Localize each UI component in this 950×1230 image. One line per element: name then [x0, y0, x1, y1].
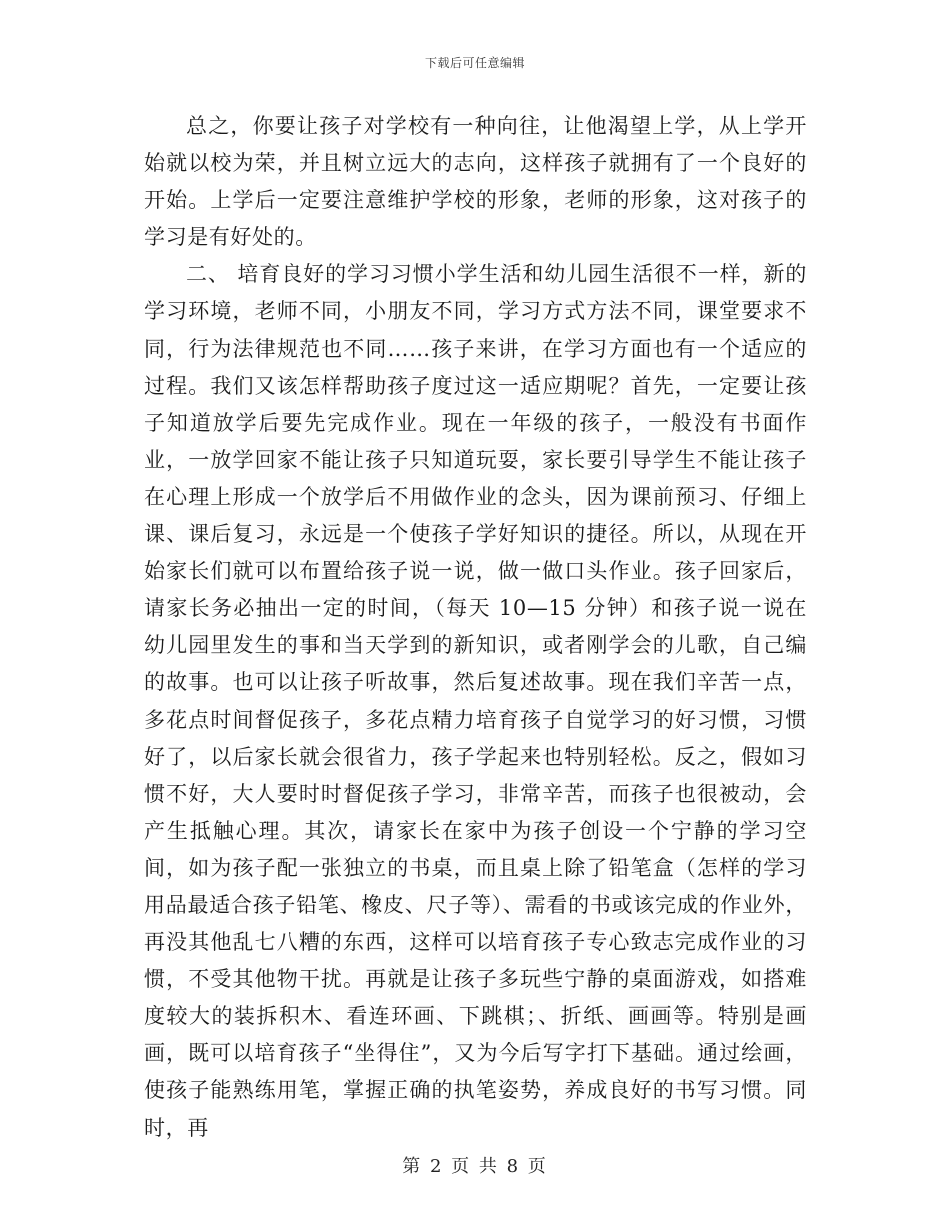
header-note: 下载后可任意编辑 [424, 56, 525, 70]
document-body [144, 108, 807, 1147]
paragraph-conclusion: 总之，你要让孩子对学校有一种向往，让他渴望上学，从上学开始就以校为荣，并且树立远大的志向，这样孩子就拥有了一个良好的开始。上学后一定要注意维护学校的形象，老师的形象，这对孩子的学习是有好处的。 [144, 114, 807, 250]
page-header [0, 54, 950, 71]
page-footer [0, 1152, 950, 1178]
paragraph-study-habits: 二、 培育良好的学习习惯小学生活和幼儿园生活很不一样，新的学习环境，老师不同，小朋友不同，学习方式方法不同，课堂要求不同，行为法律规范也不同……孩子来讲，在学习方面也有一个适应的过程。我们又该怎样帮助孩子度过这一适应期呢？首先，一定要让孩子知道放学后要先完成作业。现在一年级的孩子，一般没有书面作业，一放学回家不能让孩子只知道玩耍，家长要引导学生不能让孩子在心理上形成一个放学后不用做作业的念头，因为课前预习、仔细上课、课后复习，永远是一个使孩子学好知识的捷径。所以，从现在开始家长们就可以布置给孩子说一说，做一做口头作业。孩子回家后，请家长务必抽出一定的时间，（每天 10—15 分钟）和孩子说一说在幼儿园里发生的事和当天学到的新知识，或者刚学会的儿歌，自己编的故事。也可以让孩子听故事，然后复述故事。现在我们辛苦一点，多花点时间督促孩子，多花点精力培育孩子自觉学习的好习惯，习惯好了，以后家长就会很省力，孩子学起来也特别轻松。反之，假如习惯不好，大人要时时督促孩子学习，非常辛苦，而孩子也很被动，会产生抵触心理。其次，请家长在家中为孩子创设一个宁静的学习空间，如为孩子配一张独立的书桌，而且桌上除了铅笔盒（怎样的学习用品最适合孩子铅笔、橡皮、尺子等）、需看的书或该完成的作业外，再没其他乱七八糟的东西，这样可以培育孩子专心致志完成作业的习惯，不受其他物干扰。再就是让孩子多玩些宁静的桌面游戏，如搭难度较大的装拆积木、看连环画、下跳棋；、折纸、画画等。特别是画画，既可以培育孩子“坐得住”，又为今后写字打下基础。通过绘画，使孩子能熟练用笔，掌握正确的执笔姿势，养成良好的书写习惯。同时，再 [144, 262, 807, 1140]
page-number: 第 2 页 共 8 页 [402, 1156, 548, 1177]
